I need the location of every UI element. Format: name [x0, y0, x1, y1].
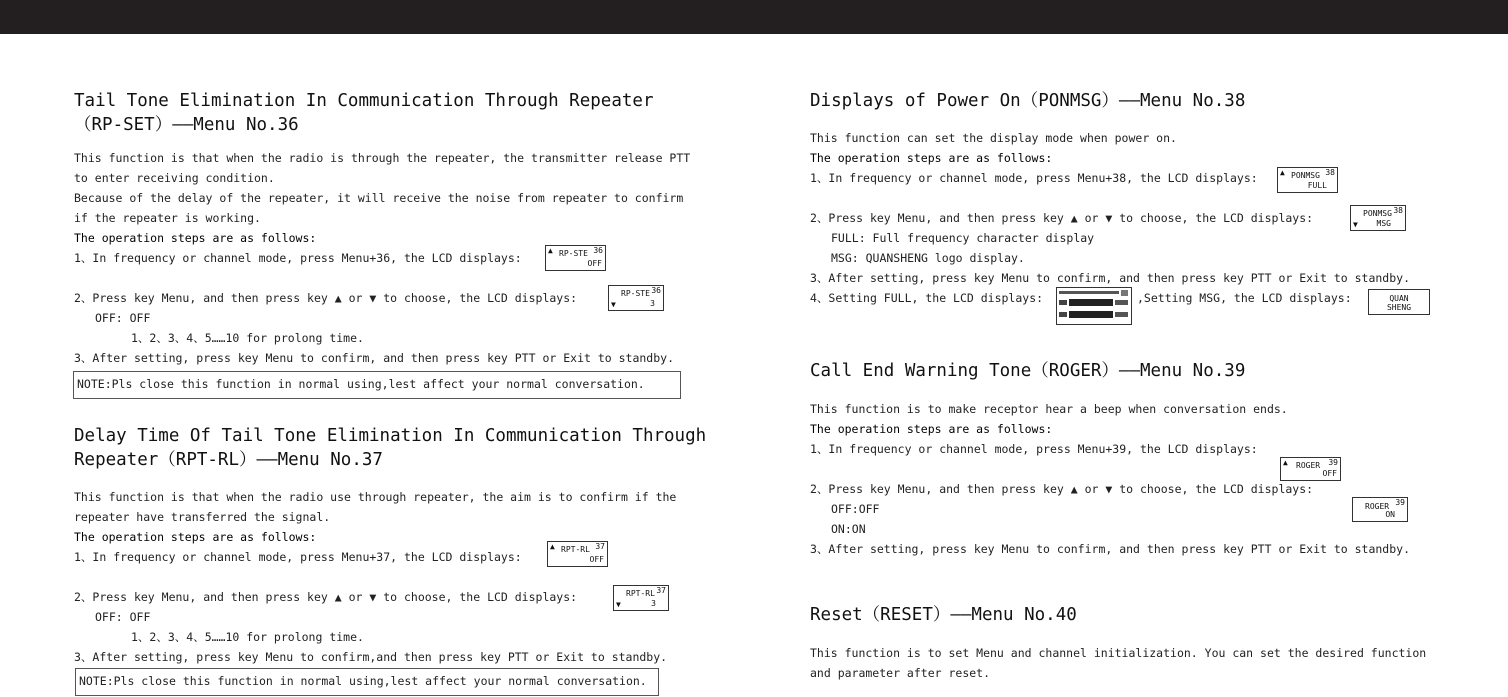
steps-label: The operation steps are as follows:: [74, 231, 317, 245]
lcd-display-ponmsg-msg: [1350, 205, 1406, 231]
steps-label: The operation steps are as follows:: [74, 530, 317, 544]
lcd-value: OFF: [1322, 469, 1337, 478]
lcd-full-frequency-display: [1056, 287, 1132, 325]
down-arrow-icon: ▼: [1353, 220, 1358, 229]
down-arrow-icon: ▼: [611, 300, 616, 309]
lcd-display-quansheng: [1368, 289, 1430, 315]
steps-label: The operation steps are as follows:: [810, 151, 1053, 165]
step-2: 2、Press key Menu, and then press key ▲ or ▼ to choose, the LCD displays:: [810, 482, 1314, 496]
step-1: 1、In frequency or channel mode, press Menu+36, the LCD displays:: [74, 251, 522, 265]
option-msg: MSG: QUANSHENG logo display.: [831, 251, 1025, 265]
top-bar: [0, 0, 1508, 34]
paragraph-line: and parameter after reset.: [810, 666, 991, 680]
paragraph-line: This function is that when the radio is through the repeater, the transmitter release PTT: [74, 151, 691, 165]
lcd-value: FULL: [1307, 181, 1327, 190]
step-3: 3、After setting, press key Menu to confirm, and then press key PTT or Exit to standby.: [810, 271, 1411, 285]
step-1: 1、In frequency or channel mode, press Menu+39, the LCD displays:: [810, 442, 1258, 456]
lcd-label: RPT-RL: [561, 545, 590, 554]
lcd-menu-number: 39: [1395, 498, 1405, 507]
note-box: NOTE:Pls close this function in normal using,lest affect your normal conversation.: [73, 371, 681, 399]
heading-reset: Reset（RESET）——Menu No.40: [810, 605, 1077, 625]
lcd-label: PONMSG: [1363, 209, 1392, 218]
option-full: FULL: Full frequency character display: [831, 231, 1095, 245]
lcd-label: ROGER: [1296, 461, 1321, 470]
option-off: OFF:OFF: [831, 502, 880, 516]
lcd-display-rpt-rl-off: [547, 541, 608, 567]
lcd-display-roger-off: [1280, 457, 1341, 481]
lcd-menu-number: 37: [595, 542, 605, 551]
lcd-menu-number: 39: [1328, 458, 1338, 467]
lcd-menu-number: 38: [1325, 168, 1335, 177]
step-2: 2、Press key Menu, and then press key ▲ or ▼ to choose, the LCD displays:: [810, 211, 1314, 225]
heading-roger: Call End Warning Tone（ROGER）——Menu No.39: [810, 361, 1246, 381]
option-off: OFF: OFF: [95, 610, 151, 624]
lcd-label: RP-STE: [621, 289, 650, 298]
step-4-part-a: 4、Setting FULL, the LCD displays:: [810, 291, 1044, 305]
lcd-logo-line2: SHENG: [1386, 303, 1412, 312]
option-off: OFF: OFF: [95, 311, 151, 325]
lcd-value: OFF: [587, 259, 602, 268]
paragraph-line: repeater have transferred the signal.: [74, 510, 331, 524]
option-on: ON:ON: [831, 522, 866, 536]
step-4-part-b: ,Setting MSG, the LCD displays:: [1137, 291, 1352, 305]
paragraph-line: Because of the delay of the repeater, it will receive the noise from repeater to confirm: [74, 191, 684, 205]
lcd-display-rp-ste-3: [608, 285, 664, 311]
lcd-menu-number: 36: [651, 286, 661, 295]
lcd-value: 3: [650, 299, 655, 308]
lcd-label: ROGER: [1365, 502, 1390, 511]
paragraph-line: This function is to make receptor hear a beep when conversation ends.: [810, 402, 1288, 416]
lcd-label: PONMSG: [1291, 171, 1320, 180]
lcd-label: RP-STE: [559, 249, 588, 258]
paragraph-line: This function is that when the radio use through repeater, the aim is to confirm if the: [74, 490, 677, 504]
option-numbers: 1、2、3、4、5……10 for prolong time.: [131, 331, 364, 345]
heading-rp-set-line2: （RP-SET）——Menu No.36: [74, 115, 299, 135]
step-1: 1、In frequency or channel mode, press Menu+37, the LCD displays:: [74, 550, 522, 564]
paragraph-line: This function is to set Menu and channel initialization. You can set the desired function: [810, 646, 1427, 660]
up-arrow-icon: ▲: [1283, 458, 1288, 467]
lcd-menu-number: 37: [656, 586, 666, 595]
step-3: 3、After setting, press key Menu to confirm, and then press key PTT or Exit to standby.: [74, 351, 675, 365]
lcd-display-ponmsg-full: [1277, 167, 1338, 193]
full-display-pattern-icon: [1057, 288, 1131, 324]
heading-rpt-rl-line1: Delay Time Of Tail Tone Elimination In Communication Through: [74, 426, 707, 446]
lcd-value: ON: [1385, 510, 1395, 519]
lcd-logo-line1: QUAN: [1389, 294, 1409, 303]
option-numbers: 1、2、3、4、5……10 for prolong time.: [131, 630, 364, 644]
lcd-value: OFF: [589, 555, 604, 564]
paragraph-line: This function can set the display mode when power on.: [810, 131, 1177, 145]
up-arrow-icon: ▲: [1280, 168, 1285, 177]
lcd-display-rpt-rl-3: [613, 585, 669, 611]
lcd-menu-number: 36: [593, 246, 603, 255]
steps-label: The operation steps are as follows:: [810, 422, 1053, 436]
heading-ponmsg: Displays of Power On（PONMSG）——Menu No.38: [810, 91, 1246, 111]
up-arrow-icon: ▲: [550, 542, 555, 551]
step-3: 3、After setting, press key Menu to confirm,and then press key PTT or Exit to standby.: [74, 650, 668, 664]
heading-rp-set-line1: Tail Tone Elimination In Communication Through Repeater: [74, 91, 654, 111]
step-1: 1、In frequency or channel mode, press Menu+38, the LCD displays:: [810, 171, 1258, 185]
step-2: 2、Press key Menu, and then press key ▲ or ▼ to choose, the LCD displays:: [74, 590, 578, 604]
lcd-display-rp-ste-off: [545, 245, 606, 271]
step-3: 3、After setting, press key Menu to confirm, and then press key PTT or Exit to standby.: [810, 542, 1411, 556]
lcd-label: RPT-RL: [626, 589, 655, 598]
heading-rpt-rl-line2: Repeater（RPT-RL）——Menu No.37: [74, 450, 383, 470]
lcd-value: 3: [651, 599, 656, 608]
lcd-display-roger-on: [1352, 497, 1408, 522]
step-2: 2、Press key Menu, and then press key ▲ or ▼ to choose, the LCD displays:: [74, 291, 578, 305]
paragraph-line: to enter receiving condition.: [74, 171, 275, 185]
note-box: NOTE:Pls close this function in normal using,lest affect your normal conversation.: [75, 668, 659, 696]
up-arrow-icon: ▲: [548, 246, 553, 255]
down-arrow-icon: ▼: [616, 600, 621, 609]
paragraph-line: if the repeater is working.: [74, 211, 261, 225]
lcd-value: MSG: [1376, 219, 1391, 228]
lcd-menu-number: 38: [1393, 206, 1403, 215]
